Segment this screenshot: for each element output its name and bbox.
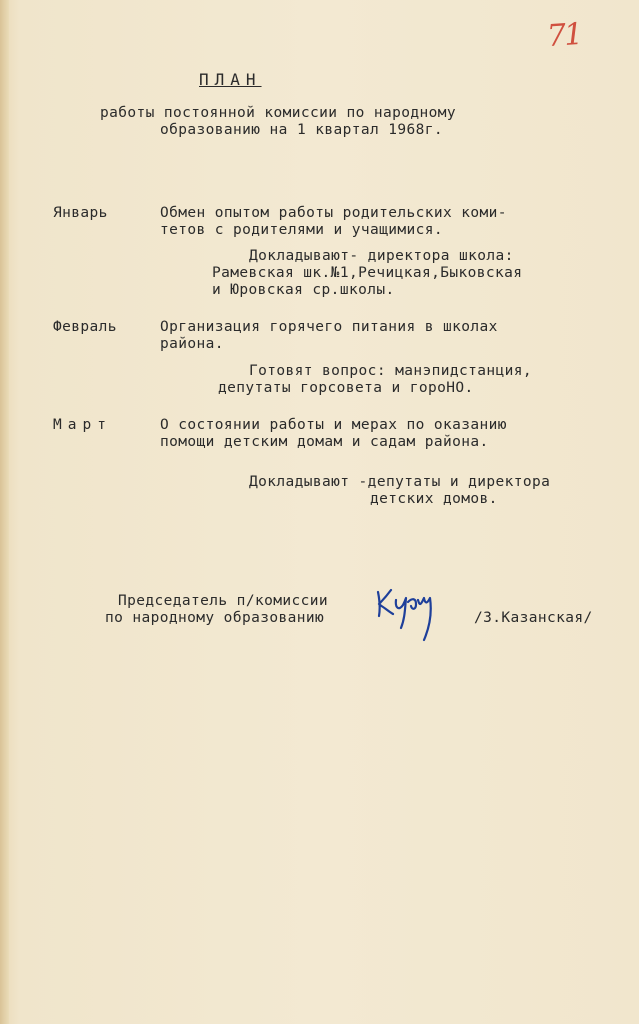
page-edge	[0, 0, 9, 1024]
february-responsible-line-1: Готовят вопрос: манэпидстанция,	[249, 363, 533, 379]
page-number: 71	[545, 16, 583, 55]
chair-name: /З.Казанская/	[474, 610, 593, 626]
march-topic-line-2: помощи детским домам и садам района.	[160, 434, 489, 450]
month-january: Январь	[53, 205, 108, 221]
chair-position-line-1: Председатель п/комиссии	[118, 593, 328, 609]
february-topic-line-2: района.	[160, 336, 224, 352]
february-topic-line-1: Организация горячего питания в школах	[160, 319, 498, 335]
january-responsible-line-2: Рамевская шк.№1,Речицкая,Быковская	[212, 265, 523, 281]
month-march: Март	[53, 417, 112, 433]
january-responsible-line-3: и Юровская ср.школы.	[212, 282, 395, 298]
subtitle-line-1: работы постоянной комиссии по народному	[100, 105, 457, 121]
january-topic-line-1: Обмен опытом работы родительских коми-	[160, 205, 507, 221]
march-topic-line-1: О состоянии работы и мерах по оказанию	[160, 417, 507, 433]
march-responsible-line-1: Докладывают -депутаты и директора	[249, 474, 551, 490]
chair-position-line-2: по народному образованию	[105, 610, 325, 626]
january-topic-line-2: тетов с родителями и учащимися.	[160, 222, 444, 238]
january-responsible-line-1: Докладывают- директора школа:	[249, 248, 514, 264]
month-february: Февраль	[53, 319, 117, 335]
subtitle-line-2: образованию на 1 квартал 1968г.	[160, 122, 444, 138]
february-responsible-line-2: депутаты горсовета и гороНО.	[218, 380, 474, 396]
march-responsible-line-2: детских домов.	[370, 491, 498, 507]
document-title: ПЛАН	[199, 70, 262, 89]
handwritten-signature	[372, 578, 448, 648]
